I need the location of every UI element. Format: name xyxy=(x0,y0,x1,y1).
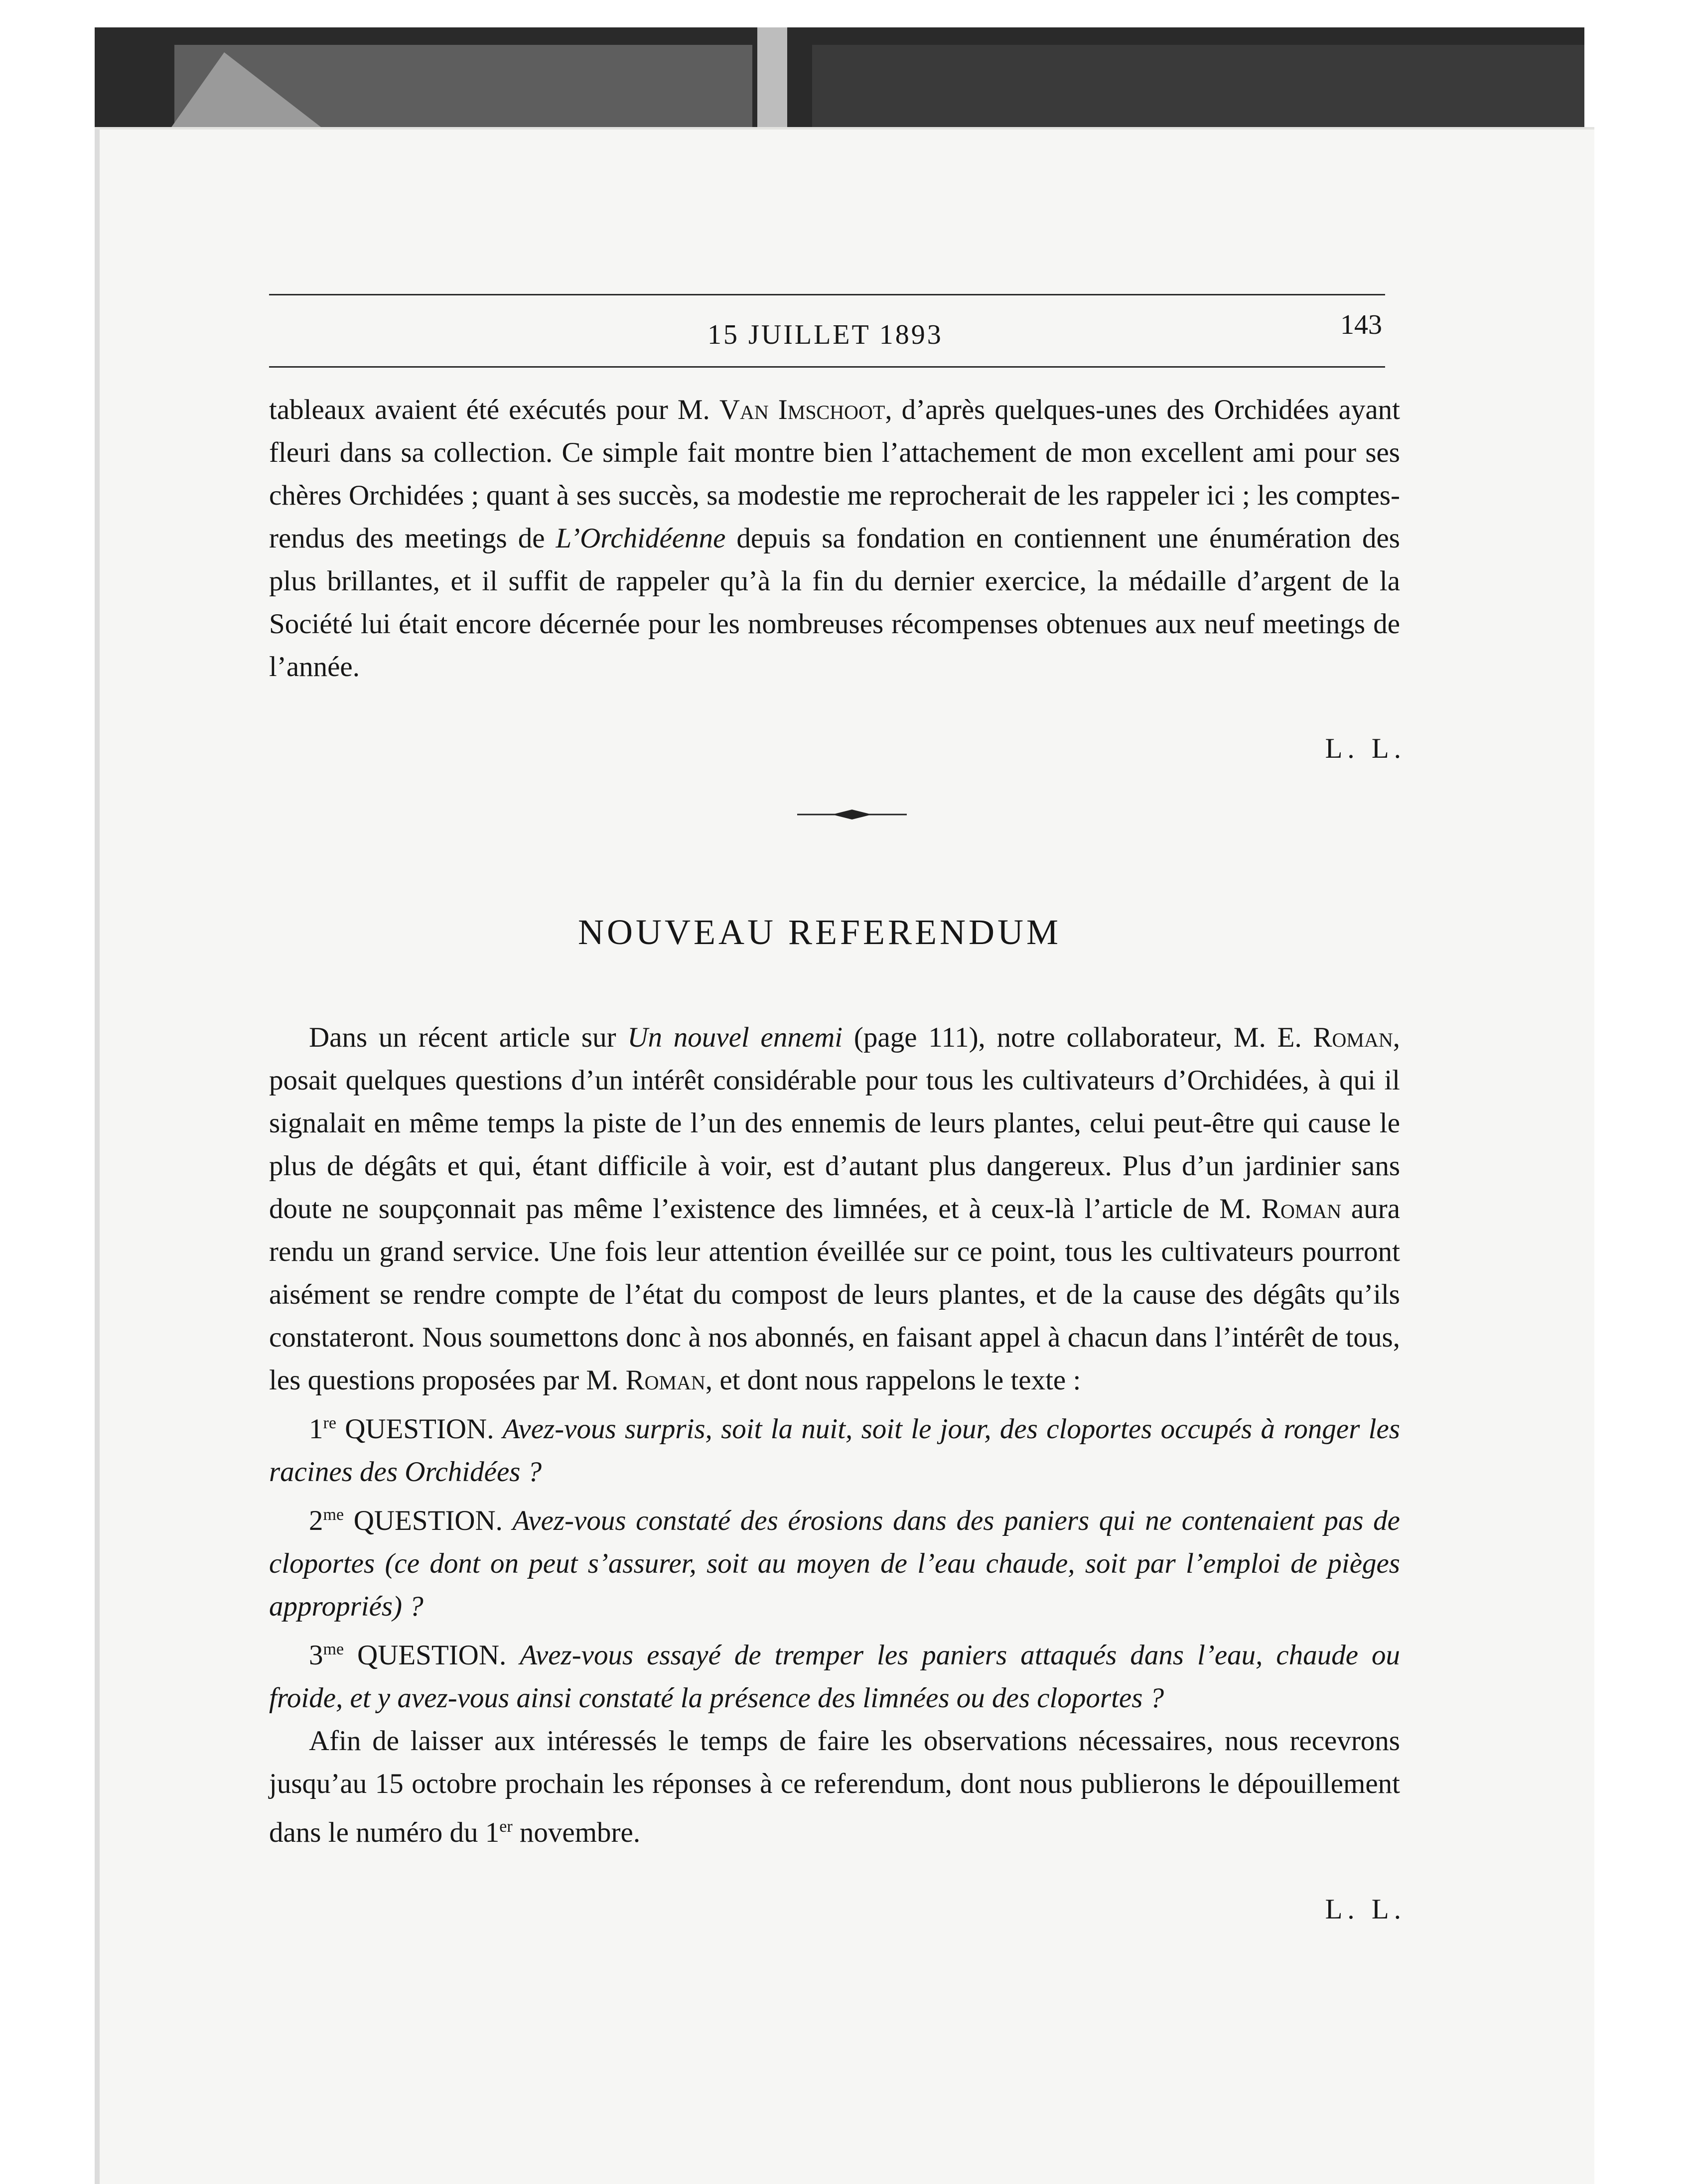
header-top-rule xyxy=(269,294,1385,295)
closing-paragraph: Afin de laisser aux intéressés le temps de faire les observations nécessaires, nous recevrons jusqu’au 15 octobre prochain les réponses à ce referendum, dont nous publierons le dépouillement dans le numéro du 1er novembre. xyxy=(269,1725,1400,1848)
journal-title: L’Orchidéenne xyxy=(556,523,726,554)
header-date: 15 JUILLET 1893 xyxy=(707,319,943,350)
section-ornament xyxy=(797,807,907,822)
first-article-paragraph: tableaux avaient été exécutés pour M. Van Imschoot, d’après quelques-unes des Orchidées ayant fleuri dans sa collection. Ce simple fait montre bien l’attachement de mon excellent ami pour ses chères Orchidées ; quant à ses succès, sa modestie me reprocherait de les rappeler ici ; les comptes-rendus des meetings de L’Orchidéenne depuis sa fondation en contiennent une énumération des plus brillantes, et il suffit de rappeler qu’à la fin du dernier exercice, la médaille d’argent de la Société lui était encore décernée pour les nombreuses récompenses obtenues aux neuf meetings de l’année. xyxy=(269,394,1400,682)
first-signature: L. L. xyxy=(1325,733,1406,764)
second-article-text xyxy=(269,1016,1400,1854)
question-1: 1re QUESTION. Avez-vous surpris, soit la nuit, soit le jour, des cloportes occupés à ronger les racines des Orchidées ? xyxy=(269,1413,1400,1488)
person-name: Van Imschoot xyxy=(719,394,885,425)
page-number: 143 xyxy=(1340,309,1382,340)
second-signature: L. L. xyxy=(1325,1894,1406,1925)
article-title: NOUVEAU REFERENDUM xyxy=(578,912,1061,952)
question-2: $2^{me}$ QUESTION. Avez-vous constaté des érosions dans des paniers qui ne contenaient pas de cloportes (ce dont on peut s’assurer, soit au moyen de l’eau chaude, soit par l’emploi de pièges appropriés) ? xyxy=(269,1505,1400,1622)
question-3: $3^{me}$ QUESTION. Avez-vous essayé de tremper les paniers attaqués dans l’eau, chaude ou froide, et y avez-vous ainsi constaté la présence des limnées ou des cloportes ? xyxy=(269,1639,1400,1714)
intro-paragraph: Dans un récent article sur Un nouvel ennemi (page 111), notre collaborateur, M. E. Roman, posait quelques questions d’un intérêt considérable pour tous les cultivateurs d’Orchidées, à qui il signalait en même temps la piste de l’un des ennemis de leurs plantes, celui peut-être qui cause le plus de dégâts et qui, étant difficile à voir, est d’autant plus dangereux. Plus d’un jardinier sans doute ne soupçonnait pas même l’existence des limnées, et à ceux-là l’article de M. Roman aura rendu un grand service. Une fois leur attention éveillée sur ce point, tous les cultivateurs pourront aisément se rendre compte de l’état du compost de leurs plantes, et de la cause des dégâts qu’ils constateront. Nous soumettons donc à nos abonnés, en faisant appel à chacun dans l’intérêt de tous, les questions proposées par M. Roman, et dont nous rappelons le texte : xyxy=(269,1022,1400,1396)
header-bottom-rule xyxy=(269,366,1385,368)
first-article-text xyxy=(269,389,1400,688)
page-corner-shadow xyxy=(164,52,334,137)
